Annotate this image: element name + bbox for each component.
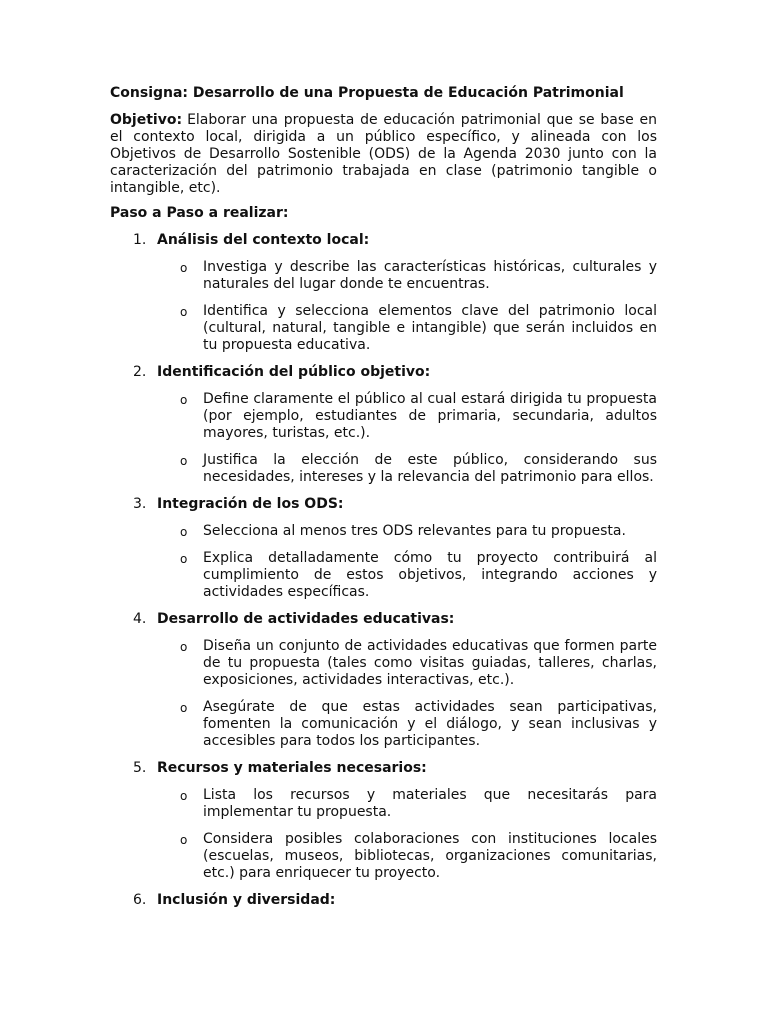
word: este <box>407 452 438 468</box>
word: Considera <box>203 831 274 847</box>
word: ellos. <box>617 469 654 485</box>
word: natural, <box>272 320 327 336</box>
word: enriquecer <box>275 865 352 881</box>
word: etc.). <box>333 425 371 441</box>
bullet-marker: o <box>180 552 188 566</box>
word: históricas, <box>493 259 566 275</box>
word: relevancia <box>397 469 470 485</box>
word: propuesta <box>221 337 293 353</box>
word: serán <box>525 320 565 336</box>
word: público, <box>452 452 509 468</box>
word: dirigida <box>510 391 563 407</box>
word: con <box>601 129 627 145</box>
word: y <box>648 716 657 732</box>
word: ejemplo, <box>243 408 304 424</box>
bullet-marker: o <box>180 701 188 715</box>
word: alineada <box>530 129 591 145</box>
word: museos, <box>284 848 344 864</box>
word: que <box>546 112 573 128</box>
word: formen <box>564 638 615 654</box>
word: propuesta. <box>316 804 392 820</box>
word: adultos <box>605 408 657 424</box>
word: Agenda <box>463 146 517 162</box>
word: e <box>396 320 406 336</box>
word: Elaborar <box>187 112 246 128</box>
word: (por <box>203 408 232 424</box>
word: local, <box>205 129 243 145</box>
word: colaboraciones <box>353 831 460 847</box>
word: de <box>344 638 363 654</box>
word: Diseña <box>203 638 252 654</box>
bullet-marker: o <box>180 261 188 275</box>
word: etc). <box>188 180 221 196</box>
word: estudiantes <box>315 408 398 424</box>
word: en <box>418 163 437 179</box>
word: Lista <box>203 787 237 803</box>
word: a <box>316 129 326 145</box>
word: Asegúrate <box>203 699 275 715</box>
word: objetivos, <box>398 567 467 583</box>
word: necesidades, <box>203 469 295 485</box>
word: que <box>533 638 560 654</box>
word: para <box>580 469 613 485</box>
word: que <box>483 787 511 803</box>
word: sean <box>528 716 562 732</box>
word: etc.) <box>203 865 235 881</box>
word: de <box>313 567 332 583</box>
word: público <box>354 391 406 407</box>
word: Define <box>203 391 249 407</box>
word: primaria, <box>437 408 501 424</box>
word: tu <box>532 523 547 539</box>
bullet-marker: o <box>180 454 188 468</box>
word: te <box>387 276 403 292</box>
word: al <box>644 550 657 566</box>
word: exposiciones, <box>203 672 298 688</box>
word: una <box>251 112 278 128</box>
word: se <box>578 112 595 128</box>
word: como <box>373 655 413 671</box>
word: clave <box>461 303 499 319</box>
word: los <box>253 787 273 803</box>
word: patrimonio <box>500 469 577 485</box>
word: visitas <box>419 655 465 671</box>
word: 2030 <box>524 146 561 162</box>
word: para <box>495 523 528 539</box>
word: donde <box>339 276 384 292</box>
word: dirigida <box>253 129 306 145</box>
step-title: Desarrollo de actividades educativas: <box>157 611 455 627</box>
bullet-marker: o <box>180 393 188 407</box>
word: un <box>256 638 274 654</box>
word: integrando <box>481 567 558 583</box>
step-number: 5. <box>133 760 147 776</box>
word: y <box>648 259 657 275</box>
word: elección <box>301 452 360 468</box>
word: (escuelas, <box>203 848 274 864</box>
word: trabajada <box>342 163 410 179</box>
word: patrimonio <box>538 303 615 319</box>
word: (ODS) <box>368 146 411 162</box>
word: naturales <box>203 276 269 292</box>
word: recursos <box>290 787 350 803</box>
word: tres <box>351 523 378 539</box>
word: propuesta <box>249 655 321 671</box>
word: Sostenible <box>287 146 361 162</box>
word: tangible <box>333 320 391 336</box>
word: junto <box>568 146 604 162</box>
step-title: Recursos y materiales necesarios: <box>157 760 427 776</box>
word: secundaria, <box>512 408 594 424</box>
word: Identifica <box>203 303 268 319</box>
word: público <box>364 129 416 145</box>
word: estará <box>461 391 506 407</box>
word: que <box>321 699 348 715</box>
word: charlas, <box>601 655 657 671</box>
word: comunicación <box>301 716 399 732</box>
word: al <box>282 523 296 539</box>
word: cumplimiento <box>203 567 299 583</box>
word: y <box>277 303 286 319</box>
word: tu <box>447 550 462 566</box>
word: con <box>611 146 637 162</box>
word: de <box>203 655 221 671</box>
word: y <box>274 259 283 275</box>
word: patrimonio <box>256 163 334 179</box>
word: organizaciones <box>445 848 551 864</box>
word: posibles <box>284 831 343 847</box>
word: propuesta <box>586 391 657 407</box>
word: un <box>336 129 354 145</box>
word: Investiga <box>203 259 268 275</box>
word: en <box>639 320 657 336</box>
word: cómo <box>393 550 433 566</box>
word: tangible <box>582 163 640 179</box>
word: Justifica <box>203 452 258 468</box>
word: local <box>624 303 657 319</box>
word: bibliotecas, <box>354 848 435 864</box>
word: en <box>639 112 657 128</box>
step-title: Inclusión y diversidad: <box>157 892 336 908</box>
word: y <box>511 129 520 145</box>
word: y <box>648 567 657 583</box>
steps-heading: Paso a Paso a realizar: <box>110 205 289 221</box>
word: actividades <box>414 699 495 715</box>
word: de <box>360 112 378 128</box>
word: interactivas, <box>386 672 474 688</box>
word: intangible) <box>411 320 487 336</box>
word: incluidos <box>571 320 634 336</box>
bullet-marker: o <box>180 833 188 847</box>
word: ODS <box>382 523 414 539</box>
word: materiales <box>392 787 467 803</box>
word: menos <box>299 523 347 539</box>
word: conjunto <box>278 638 340 654</box>
word: necesitarás <box>527 787 609 803</box>
word: características <box>383 259 487 275</box>
step-number: 4. <box>133 611 147 627</box>
word: acciones <box>572 567 634 583</box>
step-number: 6. <box>133 892 147 908</box>
word: del <box>474 469 496 485</box>
word: caracterización <box>110 163 218 179</box>
word: parte <box>619 638 657 654</box>
step-title: Identificación del público objetivo: <box>157 364 431 380</box>
word: de <box>374 452 392 468</box>
word: del <box>273 276 295 292</box>
word: Selecciona <box>203 523 279 539</box>
word: considerando <box>523 452 619 468</box>
word: las <box>356 259 377 275</box>
step-number: 1. <box>133 232 147 248</box>
word: selecciona <box>295 303 369 319</box>
word: patrimonial <box>460 112 541 128</box>
word: participativas, <box>557 699 657 715</box>
word: de <box>183 146 202 162</box>
word: para <box>625 787 657 803</box>
word: y <box>511 716 520 732</box>
word: base <box>600 112 634 128</box>
word: educativa. <box>296 337 371 353</box>
word: lugar <box>299 276 336 292</box>
word: Objetivos <box>110 146 176 162</box>
word: que <box>493 320 520 336</box>
word: educación <box>383 112 456 128</box>
word: la <box>380 469 393 485</box>
word: inclusivas <box>571 716 640 732</box>
word: cual <box>427 391 457 407</box>
step-title: Análisis del contexto local: <box>157 232 370 248</box>
word: mayores, <box>203 425 268 441</box>
word: y <box>367 469 377 485</box>
word: al <box>410 391 423 407</box>
word: el <box>110 129 123 145</box>
word: tu <box>355 865 370 881</box>
word: actividades <box>302 672 383 688</box>
word: relevantes <box>417 523 492 539</box>
word: comunitarias, <box>561 848 657 864</box>
word: Desarrollo <box>208 146 281 162</box>
word: intereses <box>299 469 364 485</box>
bullet-marker: o <box>180 525 188 539</box>
word: tu <box>567 391 582 407</box>
word: los <box>359 733 380 749</box>
word: detalladamente <box>268 550 379 566</box>
word: para <box>239 865 271 881</box>
word: guiadas, <box>471 655 532 671</box>
word: específico, <box>426 129 501 145</box>
word: locales <box>608 831 657 847</box>
objective-label: Objetivo: <box>110 112 183 128</box>
word: educativas <box>452 638 529 654</box>
word: describe <box>289 259 350 275</box>
word: para <box>279 733 312 749</box>
word: específicas. <box>287 584 370 600</box>
word: participantes. <box>383 733 481 749</box>
word: o <box>648 163 657 179</box>
word: del <box>507 303 530 319</box>
word: del <box>226 163 248 179</box>
word: culturales <box>572 259 642 275</box>
word: diálogo, <box>446 716 502 732</box>
word: los <box>637 129 657 145</box>
word: proyecto <box>476 550 539 566</box>
word: todos <box>316 733 355 749</box>
word: contexto <box>133 129 195 145</box>
word: talleres, <box>538 655 595 671</box>
word: la <box>273 452 286 468</box>
word: estas <box>362 699 400 715</box>
word: el <box>424 716 438 732</box>
word: con <box>471 831 497 847</box>
word: claramente <box>253 391 334 407</box>
word: la <box>443 146 456 162</box>
word: tu <box>203 337 218 353</box>
word: encuentras. <box>406 276 490 292</box>
word: sean <box>509 699 543 715</box>
word: fomenten <box>203 716 271 732</box>
word: y <box>407 716 416 732</box>
word: de <box>418 146 436 162</box>
word: la <box>644 146 657 162</box>
word: sus <box>633 452 657 468</box>
document-title: Consigna: Desarrollo de una Propuesta de Educación Patrimonial <box>110 85 624 101</box>
step-title: Integración de los ODS: <box>157 496 344 512</box>
word: y <box>366 787 376 803</box>
word: de <box>408 408 427 424</box>
word: Explica <box>203 550 254 566</box>
word: accesibles <box>203 733 276 749</box>
word: (cultural, <box>203 320 266 336</box>
word: turistas, <box>272 425 330 441</box>
word: actividades <box>203 584 284 600</box>
word: intangible, <box>110 180 185 196</box>
word: la <box>279 716 293 732</box>
word: propuesta. <box>550 523 626 539</box>
word: actividades <box>366 638 448 654</box>
word: etc.). <box>478 672 515 688</box>
word: tu <box>297 804 312 820</box>
word: el <box>337 391 351 407</box>
word: estos <box>346 567 384 583</box>
word: instituciones <box>508 831 597 847</box>
bullet-marker: o <box>180 640 188 654</box>
bullet-marker: o <box>180 789 188 803</box>
word: implementar <box>203 804 293 820</box>
word: clase <box>445 163 482 179</box>
word: elementos <box>378 303 452 319</box>
word: propuesta <box>283 112 355 128</box>
step-number: 3. <box>133 496 147 512</box>
word: contribuirá <box>553 550 630 566</box>
word: (tales <box>327 655 367 671</box>
word: proyecto. <box>374 865 441 881</box>
step-number: 2. <box>133 364 147 380</box>
word: tu <box>227 655 243 671</box>
word: (patrimonio <box>491 163 573 179</box>
word: de <box>289 699 307 715</box>
bullet-marker: o <box>180 305 188 319</box>
